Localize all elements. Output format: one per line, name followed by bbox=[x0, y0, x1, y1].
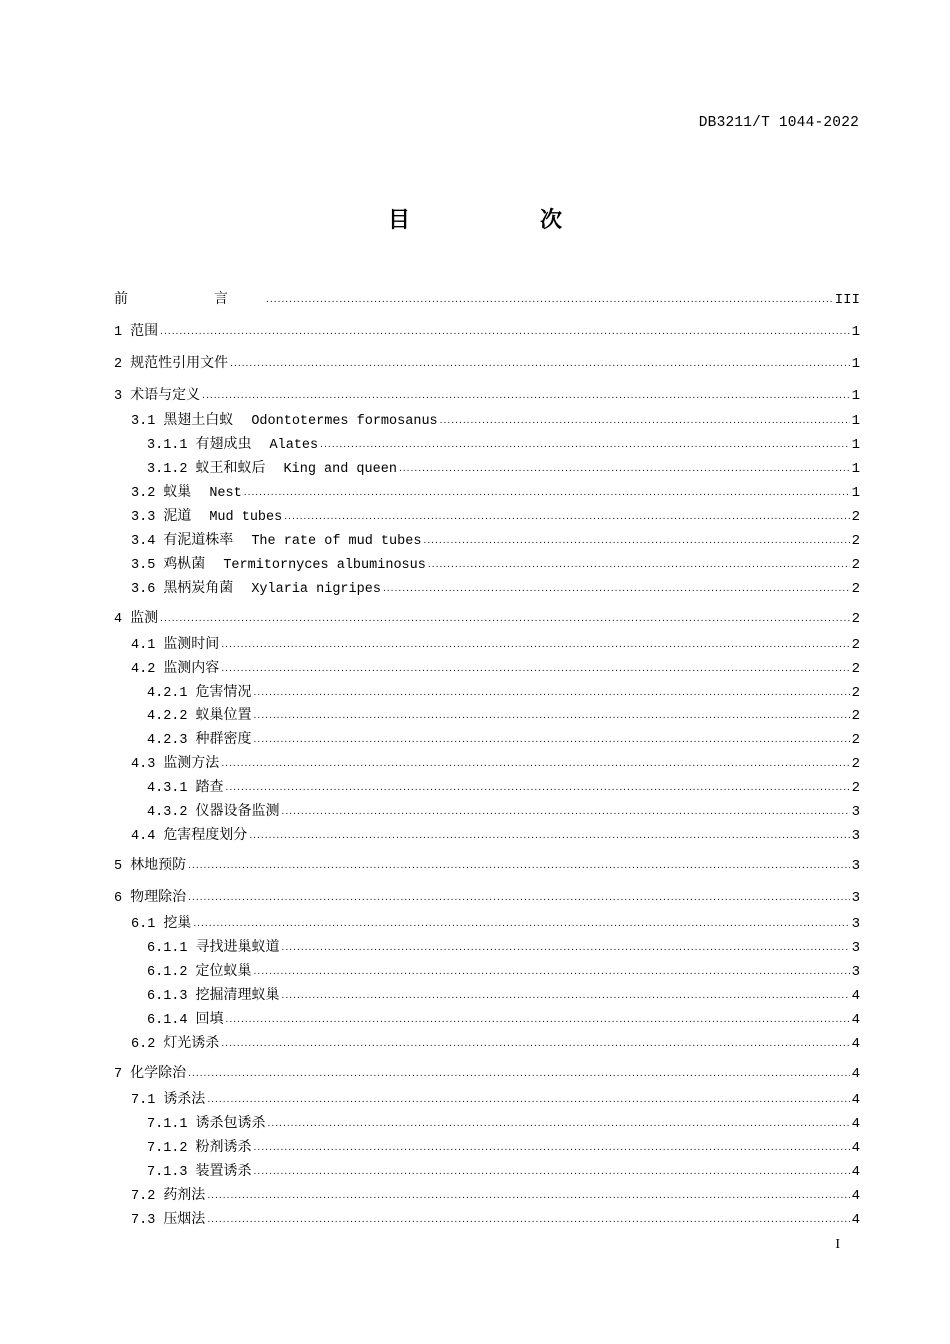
dot-leader bbox=[202, 386, 849, 406]
toc-entry[interactable] bbox=[114, 887, 860, 907]
toc-entry-number: 4.3.2 bbox=[147, 805, 188, 820]
toc-entry[interactable] bbox=[114, 825, 860, 845]
toc-entry[interactable] bbox=[114, 729, 860, 749]
toc-entry[interactable] bbox=[114, 1033, 860, 1053]
toc-entry-page: 2 bbox=[851, 708, 860, 724]
dot-leader bbox=[254, 1138, 850, 1158]
toc-entry-page: 4 bbox=[851, 1066, 860, 1082]
toc-entry-page: 1 bbox=[851, 413, 860, 429]
toc-entry-page: 4 bbox=[851, 1036, 860, 1052]
toc-entry-label: 压烟法 bbox=[163, 1211, 206, 1227]
toc-entry[interactable] bbox=[114, 608, 860, 628]
toc-entry-number: 3.5 bbox=[131, 558, 156, 573]
dot-leader bbox=[221, 754, 849, 774]
dot-leader bbox=[193, 914, 849, 934]
toc-entry-label: 寻找进巢蚁道 bbox=[195, 939, 280, 955]
toc-entry-number: 4.2.3 bbox=[147, 733, 188, 748]
dot-leader bbox=[160, 322, 849, 342]
dot-leader bbox=[428, 555, 850, 575]
page-number: I bbox=[835, 1237, 840, 1252]
toc-entry-page: 2 bbox=[851, 637, 860, 653]
toc-entry-label: 前 言 bbox=[114, 291, 264, 307]
toc-entry-english: Alates bbox=[269, 438, 319, 453]
toc-entry-label: 黑翅土白蚁 bbox=[163, 412, 234, 428]
toc-entry-number: 6.1.3 bbox=[147, 989, 188, 1004]
toc-entry[interactable] bbox=[114, 410, 860, 430]
toc-entry[interactable] bbox=[114, 855, 860, 875]
toc-entry-page: 1 bbox=[851, 485, 860, 501]
toc-entry-number: 7.3 bbox=[131, 1213, 156, 1228]
toc-entry[interactable] bbox=[114, 1161, 860, 1181]
toc-entry[interactable] bbox=[114, 321, 860, 341]
toc-entry-label: 装置诱杀 bbox=[195, 1163, 252, 1179]
toc-entry-page: 1 bbox=[851, 461, 860, 477]
toc-entry-english: Termitornyces albuminosus bbox=[223, 558, 426, 573]
toc-entry-number: 7.1.2 bbox=[147, 1141, 188, 1156]
toc-entry[interactable] bbox=[114, 458, 860, 478]
toc-entry-label: 危害情况 bbox=[195, 684, 252, 700]
toc-entry-page: 4 bbox=[851, 1092, 860, 1108]
toc-entry-page: 2 bbox=[851, 509, 860, 525]
toc-entry-page: 3 bbox=[851, 916, 860, 932]
toc-entry[interactable] bbox=[114, 682, 860, 702]
toc-entry-page: 1 bbox=[851, 356, 860, 372]
toc-entry-number: 7.1.1 bbox=[147, 1117, 188, 1132]
toc-entry-label: 定位蚁巢 bbox=[195, 963, 252, 979]
toc-entry-number: 5 bbox=[114, 859, 123, 874]
dot-leader bbox=[423, 531, 849, 551]
dot-leader bbox=[254, 706, 850, 726]
toc-entry-page: 2 bbox=[851, 557, 860, 573]
toc-entry-label: 术语与定义 bbox=[130, 387, 201, 403]
toc-entry-number: 3.2 bbox=[131, 486, 156, 501]
toc-entry-page: 3 bbox=[851, 828, 860, 844]
toc-entry-page: 4 bbox=[851, 1012, 860, 1028]
toc-entry[interactable] bbox=[114, 1009, 860, 1029]
toc-entry-label: 监测时间 bbox=[163, 636, 220, 652]
toc-entry-number: 6 bbox=[114, 891, 123, 906]
toc-entry[interactable] bbox=[114, 961, 860, 981]
toc-entry-label: 监测内容 bbox=[163, 660, 220, 676]
toc-entry[interactable] bbox=[114, 985, 860, 1005]
toc-entry-page: 2 bbox=[851, 611, 860, 627]
toc-entry-page: 4 bbox=[851, 1212, 860, 1228]
toc-entry-number: 6.1.4 bbox=[147, 1013, 188, 1028]
dot-leader bbox=[268, 1114, 850, 1134]
toc-entry-label: 蚁王和蚁后 bbox=[195, 460, 266, 476]
toc-entry-label: 化学除治 bbox=[130, 1065, 187, 1081]
toc-entry-number: 6.1 bbox=[131, 917, 156, 932]
toc-entry-number: 4.3.1 bbox=[147, 781, 188, 796]
toc-entry-label: 黑柄炭角菌 bbox=[163, 580, 234, 596]
toc-entry[interactable] bbox=[114, 1113, 860, 1133]
toc-entry-number: 7.2 bbox=[131, 1189, 156, 1204]
toc-entry-page: 1 bbox=[851, 388, 860, 404]
toc-entry-page: 3 bbox=[851, 804, 860, 820]
toc-entry-label: 泥道 bbox=[163, 508, 192, 524]
toc-entry-page: 2 bbox=[851, 756, 860, 772]
dot-leader bbox=[254, 683, 850, 703]
toc-entry-number: 6.2 bbox=[131, 1037, 156, 1052]
dot-leader bbox=[383, 579, 850, 599]
toc-entry[interactable] bbox=[114, 658, 860, 678]
toc-entry-number: 7.1.3 bbox=[147, 1165, 188, 1180]
toc-entry[interactable] bbox=[114, 289, 860, 309]
toc-entry-page: 2 bbox=[851, 685, 860, 701]
toc-entry-page: 4 bbox=[851, 1164, 860, 1180]
toc-entry-label: 挖巢 bbox=[163, 915, 192, 931]
toc-entry-label: 踏查 bbox=[195, 779, 224, 795]
dot-leader bbox=[226, 778, 850, 798]
toc-entry-number: 7.1 bbox=[131, 1093, 156, 1108]
toc-entry-label: 蚁巢 bbox=[163, 484, 192, 500]
toc-entry-label: 有翅成虫 bbox=[195, 436, 252, 452]
toc-entry-number: 4 bbox=[114, 612, 123, 627]
toc-entry[interactable] bbox=[114, 554, 860, 574]
toc-entry[interactable] bbox=[114, 753, 860, 773]
toc-entry[interactable] bbox=[114, 385, 860, 405]
toc-entry-page: 3 bbox=[851, 858, 860, 874]
toc-entry-label: 诱杀法 bbox=[163, 1091, 206, 1107]
toc-entry-page: 2 bbox=[851, 581, 860, 597]
dot-leader bbox=[244, 483, 850, 503]
toc-entry-page: 2 bbox=[851, 661, 860, 677]
toc-entry-label: 种群密度 bbox=[195, 731, 252, 747]
toc-entry-english: The rate of mud tubes bbox=[251, 534, 422, 549]
toc-entry-number: 6.1.2 bbox=[147, 965, 188, 980]
toc-entry-label: 监测 bbox=[130, 610, 159, 626]
page-title: 目 次 bbox=[387, 208, 616, 233]
toc-entry[interactable] bbox=[114, 634, 860, 654]
toc-entry-number: 2 bbox=[114, 357, 123, 372]
toc-entry-number: 4.2.2 bbox=[147, 709, 188, 724]
toc-entry-number: 3 bbox=[114, 389, 123, 404]
toc-entry[interactable] bbox=[114, 1089, 860, 1109]
toc-entry-page: 3 bbox=[851, 890, 860, 906]
toc-entry-page: 3 bbox=[851, 940, 860, 956]
dot-leader bbox=[320, 435, 849, 455]
toc-entry[interactable] bbox=[114, 530, 860, 550]
toc-entry[interactable] bbox=[114, 434, 860, 454]
toc-entry-page: 1 bbox=[851, 324, 860, 340]
toc-entry-number: 4.1 bbox=[131, 638, 156, 653]
toc-entry-label: 诱杀包诱杀 bbox=[195, 1115, 266, 1131]
toc-entry-label: 规范性引用文件 bbox=[130, 355, 229, 371]
dot-leader bbox=[284, 507, 849, 527]
toc-entry[interactable] bbox=[114, 913, 860, 933]
dot-leader bbox=[282, 986, 850, 1006]
dot-leader bbox=[282, 802, 850, 822]
toc-entry-label: 范围 bbox=[130, 323, 159, 339]
dot-leader bbox=[249, 826, 849, 846]
toc-entry-page: 4 bbox=[851, 988, 860, 1004]
toc-entry-label: 仪器设备监测 bbox=[195, 803, 280, 819]
toc-entry-english: Odontotermes formosanus bbox=[251, 414, 438, 429]
toc-entry-page: 2 bbox=[851, 780, 860, 796]
toc-entry-label: 林地预防 bbox=[130, 857, 187, 873]
toc-entry-label: 物理除治 bbox=[130, 889, 187, 905]
toc-entry-page: 4 bbox=[851, 1116, 860, 1132]
toc-entry[interactable] bbox=[114, 801, 860, 821]
toc-entry[interactable] bbox=[114, 1185, 860, 1205]
toc-entry-page: 3 bbox=[851, 964, 860, 980]
toc-entry-english: Nest bbox=[209, 486, 242, 501]
toc-entry-number: 1 bbox=[114, 325, 123, 340]
toc-entry-label: 药剂法 bbox=[163, 1187, 206, 1203]
toc-entry-page: 4 bbox=[851, 1140, 860, 1156]
toc-entry-label: 鸡枞菌 bbox=[163, 556, 206, 572]
toc-entry[interactable] bbox=[114, 482, 860, 502]
toc-entry[interactable] bbox=[114, 705, 860, 725]
dot-leader bbox=[188, 856, 849, 876]
toc-entry-number: 3.6 bbox=[131, 582, 156, 597]
toc-entry-label: 粉剂诱杀 bbox=[195, 1139, 252, 1155]
dot-leader bbox=[207, 1186, 849, 1206]
toc-entry[interactable] bbox=[114, 506, 860, 526]
dot-leader bbox=[254, 1162, 850, 1182]
toc-entry-page: 4 bbox=[851, 1188, 860, 1204]
toc-entry-number: 3.1 bbox=[131, 414, 156, 429]
dot-leader bbox=[207, 1090, 849, 1110]
toc-entry-label: 蚁巢位置 bbox=[195, 707, 252, 723]
toc-entry-number: 3.4 bbox=[131, 534, 156, 549]
dot-leader bbox=[188, 1064, 849, 1084]
toc-entry-page: 2 bbox=[851, 732, 860, 748]
toc-entry-number: 4.3 bbox=[131, 757, 156, 772]
toc-entry-page: III bbox=[834, 292, 860, 308]
toc-entry[interactable] bbox=[114, 1137, 860, 1157]
toc-entry-label: 监测方法 bbox=[163, 755, 220, 771]
toc-entry-number: 3.3 bbox=[131, 510, 156, 525]
toc-entry-english: Xylaria nigripes bbox=[251, 582, 381, 597]
toc-entry-number: 6.1.1 bbox=[147, 941, 188, 956]
dot-leader bbox=[226, 1010, 850, 1030]
toc-entry-page: 1 bbox=[851, 437, 860, 453]
toc-entry[interactable] bbox=[114, 1209, 860, 1229]
toc-entry[interactable] bbox=[114, 937, 860, 957]
toc-entry-number: 4.4 bbox=[131, 829, 156, 844]
dot-leader bbox=[188, 888, 849, 908]
dot-leader bbox=[160, 609, 849, 629]
toc-entry[interactable] bbox=[114, 1063, 860, 1083]
toc-entry-label: 挖掘清理蚁巢 bbox=[195, 987, 280, 1003]
dot-leader bbox=[221, 659, 849, 679]
toc-entry[interactable] bbox=[114, 578, 860, 598]
toc-entry-number: 7 bbox=[114, 1067, 123, 1082]
dot-leader bbox=[254, 962, 850, 982]
toc-entry-number: 4.2.1 bbox=[147, 686, 188, 701]
toc-entry-number: 3.1.2 bbox=[147, 462, 188, 477]
dot-leader bbox=[440, 411, 850, 431]
toc-entry-label: 回填 bbox=[195, 1011, 224, 1027]
dot-leader bbox=[207, 1210, 849, 1230]
toc-entry-label: 灯光诱杀 bbox=[163, 1035, 220, 1051]
toc-entry-number: 4.2 bbox=[131, 662, 156, 677]
toc-entry-number: 3.1.1 bbox=[147, 438, 188, 453]
toc-entry[interactable] bbox=[114, 777, 860, 797]
dot-leader bbox=[266, 290, 833, 310]
dot-leader bbox=[230, 354, 849, 374]
toc-entry[interactable] bbox=[114, 353, 860, 373]
toc-entry-label: 有泥道株率 bbox=[163, 532, 234, 548]
toc-entry-english: King and queen bbox=[283, 462, 397, 477]
dot-leader bbox=[399, 459, 850, 479]
toc-entry-label: 危害程度划分 bbox=[163, 827, 248, 843]
toc-entry-english: Mud tubes bbox=[209, 510, 283, 525]
toc-entry-page: 2 bbox=[851, 533, 860, 549]
dot-leader bbox=[254, 730, 850, 750]
document-code: DB3211/T 1044-2022 bbox=[698, 115, 859, 131]
dot-leader bbox=[221, 635, 849, 655]
dot-leader bbox=[221, 1034, 849, 1054]
dot-leader bbox=[282, 938, 850, 958]
